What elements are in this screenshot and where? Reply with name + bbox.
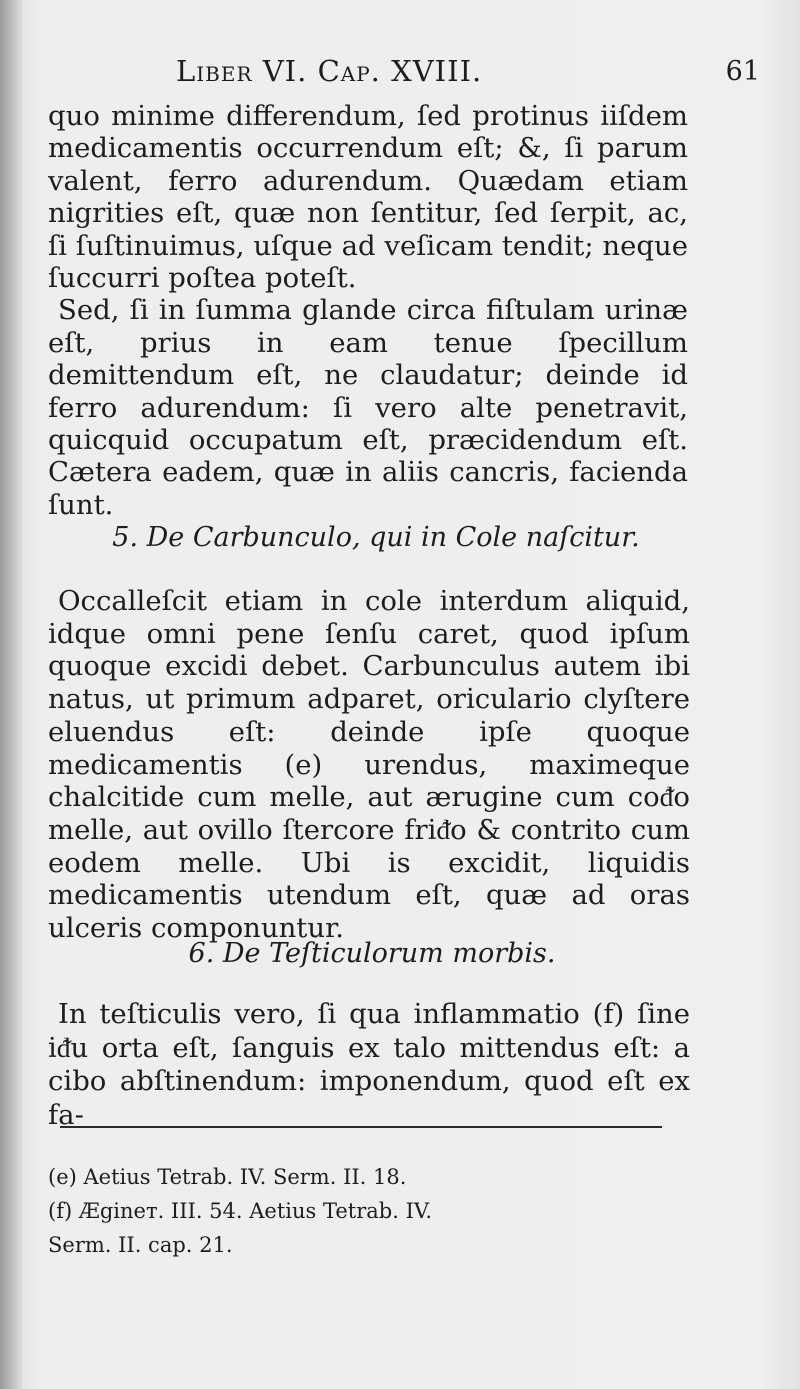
footnote-f-line-1: (f) Ægineт. III. 54. Aetius Tetrab. IV. (48, 1199, 433, 1223)
main-text-block (48, 100, 688, 521)
footnote-f-line-2: Serm. II. cap. 21. (48, 1233, 233, 1257)
page-gutter-shadow (0, 0, 22, 1389)
running-title: Liber VI. Cap. XVIII. (176, 54, 483, 88)
footnotes (48, 1160, 708, 1262)
section-heading-6: 6. De Teſticulorum morbis. (188, 938, 556, 969)
footnote-e: (e) Aetius Tetrab. IV. Serm. II. 18. (48, 1165, 407, 1189)
paragraph-2: Sed, ſi in ſumma glande circa fiſtulam urinæ eſt, prius in eam tenue ſpecillum demittendum eſt, ne claudatur; deinde id ferro adurendum: ſi vero alte penetravit, quicquid occupatum eſt, præcidendum eſt. Cætera eadem, quæ in aliis cancris, facienda ſunt. (48, 294, 688, 521)
footnote-rule (60, 1126, 662, 1128)
section-heading-5: 5. De Carbunculo, qui in Cole naſcitur. (112, 522, 640, 553)
section-5-paragraph: Occalleſcit etiam in cole interdum aliquid, idque omni pene ſenſu caret, quod ipſum quoque excidi debet. Carbunculus autem ibi natus, ut primum adparet, oriculario clyſtere eluendus eſt: deinde ipſe quoque medicamentis (e) urendus, maximeque chalcitide cum melle, aut ærugine cum coᵭo melle, aut ovillo ſtercore friᵭo & contrito cum eodem melle. Ubi is excidit, liquidis medicamentis utendum eſt, quæ ad oras ulceris componuntur. (48, 585, 690, 945)
paragraph-1: quo minime differendum, ſed protinus iiſdem medicamentis occurrendum eſt; &, ſi parum valent, ferro adurendum. Quædam etiam nigrities eſt, quæ non ſentitur, ſed ſerpit, ac, ſi ſuſtinuimus, uſque ad veſicam tendit; neque ſuccurri poſtea poteſt. (48, 100, 688, 295)
section-6-text-block (48, 998, 690, 1132)
section-6-paragraph: In teſticulis vero, ſi qua inflammatio (f) ſine iᵭu orta eſt, ſanguis ex talo mittendus eſt: a cibo abſtinendum: imponendum, quod eſt ex fa- (48, 998, 690, 1131)
page-number: 61 (725, 56, 760, 87)
section-5-text-block (48, 585, 690, 945)
running-head (48, 54, 760, 94)
